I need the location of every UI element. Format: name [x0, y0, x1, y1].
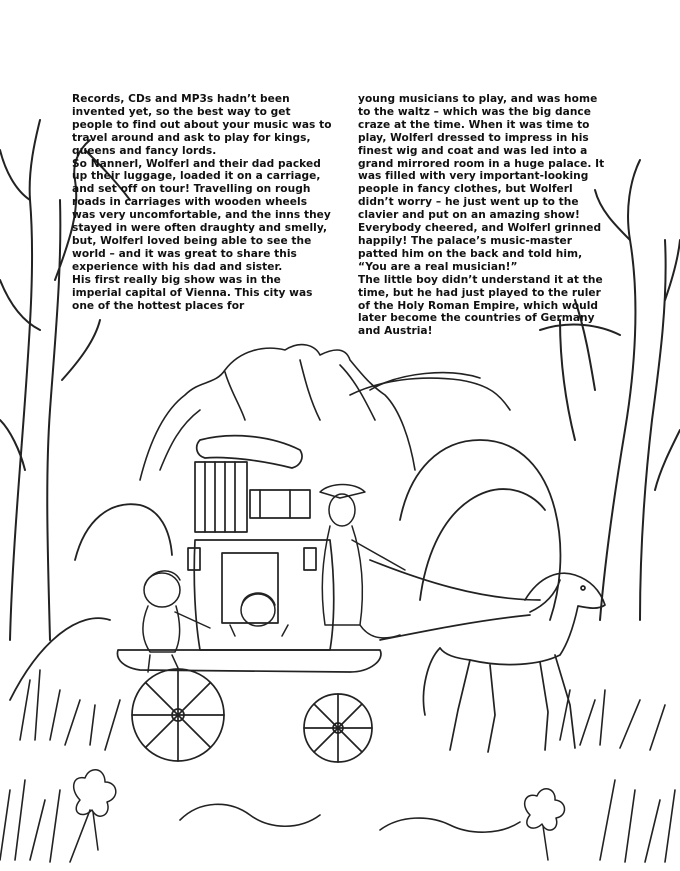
horse-sketch — [423, 573, 605, 752]
story-paragraph: Records, CDs and MP3s hadn’t been invented yet, so the best way to get people to find out about your music was to travel around and ask to play for kings, queens and fancy lords. — [72, 93, 332, 157]
story-column-left — [72, 93, 332, 312]
carriage-sketch — [117, 436, 540, 762]
story-paragraph: The little boy didn’t understand it at the time, but he had just played to the ruler of the Holy Roman Empire, which would later become the countries of Germany and Austria! — [358, 273, 603, 338]
mountain-sketch — [140, 345, 510, 480]
characters-sketch — [143, 485, 405, 673]
story-paragraph: His first really big show was in the imperial capital of Vienna. This city was one of the hottest places for — [72, 273, 313, 312]
story-column-right — [358, 93, 608, 338]
story-paragraph: So Nannerl, Wolferl and their dad packed up their luggage, loaded it on a carriage, and set off on tour! Travelling on rough roads in carriages with wooden wheels was very uncomfortable, and the inns they stayed in were often draughty and smelly, but, Wolferl loved being able to see the world – and it was great to share this experience with his dad and sister. — [72, 157, 331, 273]
story-paragraph: young musicians to play, and was home to the waltz – which was the big dance craze at the time. When it was time to play, Wolferl dressed to impress in his finest wig and coat and was led into a grand mirrored room in a huge palace. It was filled with very important-looking people in fancy clothes, but Wolferl didn’t worry – he just went up to the clavier and put on an amazing show! Everybody cheered, and Wolferl grinned happily! The palace’s music-master patted him on the back and told him, “You are a real musician!” — [358, 93, 605, 273]
